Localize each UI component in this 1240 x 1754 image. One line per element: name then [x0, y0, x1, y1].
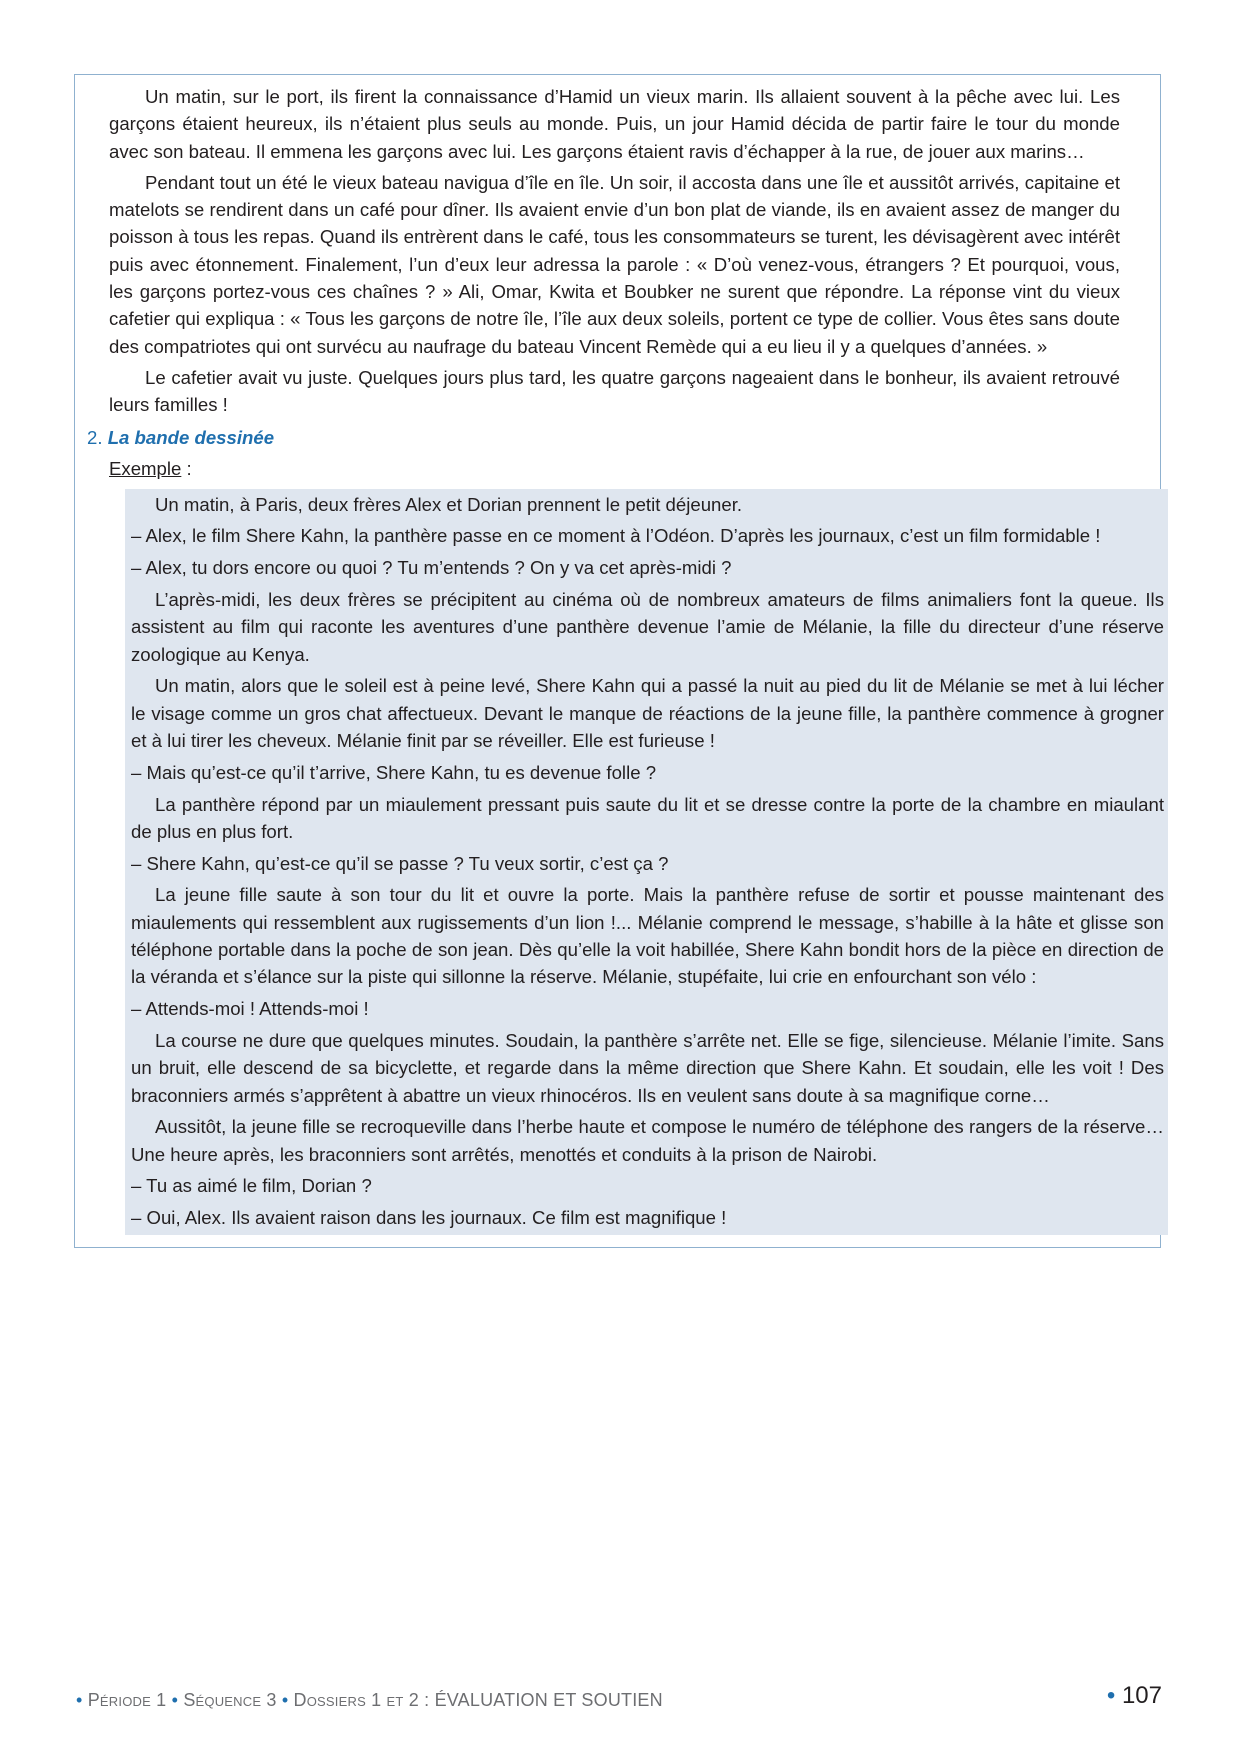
example-dialogue: – Mais qu’est-ce qu’il t’arrive, Shere Kahn, tu es devenue folle ?: [131, 761, 657, 783]
footer-bullet: •: [281, 1690, 289, 1710]
example-dialogue: – Attends-moi ! Attends-moi !: [131, 998, 369, 1020]
example-dialogue: – Tu as aimé le film, Dorian ?: [131, 1175, 372, 1197]
example-paragraph: La jeune fille saute à son tour du lit et ouvre la porte. Mais la panthère refuse de sortir et pousse maintenant des miaulements qui ressemblent aux rugissements d’un lion !... Mélanie comprend le message, s’habille à la hâte et glisse son téléphone portable dans la poche de son jean. Dès qu’elle la voit habillée, Shere Kahn bondit hors de la pièce en direction de la véranda et s’élance sur la piste qui sillonne la réserve. Mélanie, stupéfaite, lui crie en enfourchant son vélo :: [131, 884, 1164, 988]
example-dialogue: – Shere Kahn, qu’est-ce qu’il se passe ? Tu veux sortir, c’est ça ?: [131, 852, 669, 874]
example-paragraph: L’après-midi, les deux frères se précipitent au cinéma où de nombreux amateurs de films animaliers font la queue. Ils assistent au film qui raconte les aventures d’une panthère devenue l’amie de Mélanie, la fille du directeur d’une réserve zoologique au Kenya.: [131, 588, 1164, 665]
page-number-block: [1107, 1682, 1162, 1710]
section-number: 2.: [87, 426, 103, 448]
example-label: Exemple: [109, 457, 182, 479]
example-paragraph: Un matin, alors que le soleil est à peine levé, Shere Kahn qui a passé la nuit au pied du lit de Mélanie se met à lui lécher le visage comme un gros chat affectueux. Devant le manque de réactions de la jeune fille, la panthère commence à grogner et à lui tirer les cheveux. Mélanie finit par se réveiller. Elle est furieuse !: [131, 675, 1164, 751]
footer-dossiers: Dossiers 1 et 2 : ÉVALUATION ET SOUTIEN: [293, 1690, 663, 1710]
footer-periode: Période 1: [87, 1690, 167, 1710]
page-number-bullet: •: [1106, 1682, 1116, 1709]
example-heading: [109, 453, 1120, 485]
page-number: 107: [1121, 1682, 1162, 1709]
running-footer: [76, 1690, 663, 1711]
story-paragraph-2: Pendant tout un été le vieux bateau navigua d’île en île. Un soir, il accosta dans une île et aussitôt arrivés, capitaine et matelots se rendirent dans un café pour dîner. Ils avaient envie d’un bon plat de viande, ils en avaient assez de manger du poisson à tous les repas. Quand ils entrèrent dans le café, tous les consommateurs se turent, les dévisagèrent avec intérêt puis avec étonnement. Finalement, l’un d’eux leur adressa la parole : « D’où venez-vous, étrangers ? Et pourquoi, vous, les garçons portez-vous ces chaînes ? » Ali, Omar, Kwita et Boubker ne surent que répondre. La réponse vint du vieux cafetier qui expliqua : « Tous les garçons de notre île, l’île aux deux soleils, portent ce type de collier. Vous êtes sans doute des compatriotes qui ont survécu au naufrage du bateau Vincent Remède qui a eu lieu il y a quelques d’années. »: [109, 171, 1120, 357]
footer-bullet: •: [76, 1690, 83, 1710]
footer-bullet: •: [171, 1690, 179, 1710]
example-paragraph: Aussitôt, la jeune fille se recroqueville dans l’herbe haute et compose le numéro de téléphone des rangers de la réserve… Une heure après, les braconniers sont arrêtés, menottés et conduits à la prison de Nairobi.: [131, 1116, 1164, 1165]
example-colon: :: [181, 457, 192, 479]
example-paragraph: La course ne dure que quelques minutes. Soudain, la panthère s’arrête net. Elle se fige, silencieuse. Mélanie l’imite. Sans un bruit, elle descend de sa bicyclette, et regarde dans la même direction que Shere Kahn. Et soudain, elle les voit ! Des braconniers armés s’apprêtent à abattre un vieux rhinocéros. Ils en veulent sans doute à sa magnifique corne…: [131, 1029, 1164, 1106]
example-dialogue: – Alex, tu dors encore ou quoi ? Tu m’entends ? On y va cet après-midi ?: [131, 557, 732, 579]
story-paragraph-3: Le cafetier avait vu juste. Quelques jours plus tard, les quatre garçons nageaient dans le bonheur, ils avaient retrouvé leurs familles !: [109, 366, 1120, 416]
example-paragraph: La panthère répond par un miaulement pressant puis saute du lit et se dresse contre la porte de la chambre en miaulant de plus en plus fort.: [131, 793, 1164, 842]
story-paragraph-1: Un matin, sur le port, ils firent la connaissance d’Hamid un vieux marin. Ils allaient souvent à la pêche avec lui. Les garçons étaient heureux, ils n’étaient plus seuls au monde. Puis, un jour Hamid décida de partir faire le tour du monde avec son bateau. Il emmena les garçons avec lui. Les garçons étaient ravis d’échapper à la rue, de jouer aux marins…: [109, 86, 1120, 162]
section-title: La bande dessinée: [107, 426, 275, 448]
example-dialogue: – Oui, Alex. Ils avaient raison dans les journaux. Ce film est magnifique !: [131, 1207, 727, 1229]
section-heading: [87, 423, 1098, 453]
example-box: [125, 489, 1168, 1236]
footer-sequence: Séquence 3: [183, 1690, 277, 1710]
content-frame: [74, 74, 1164, 1248]
example-paragraph: Un matin, à Paris, deux frères Alex et Dorian prennent le petit déjeuner.: [155, 493, 743, 515]
example-dialogue: – Alex, le film Shere Kahn, la panthère passe en ce moment à l’Odéon. D’après les journaux, c’est un film formidable !: [131, 525, 1101, 547]
